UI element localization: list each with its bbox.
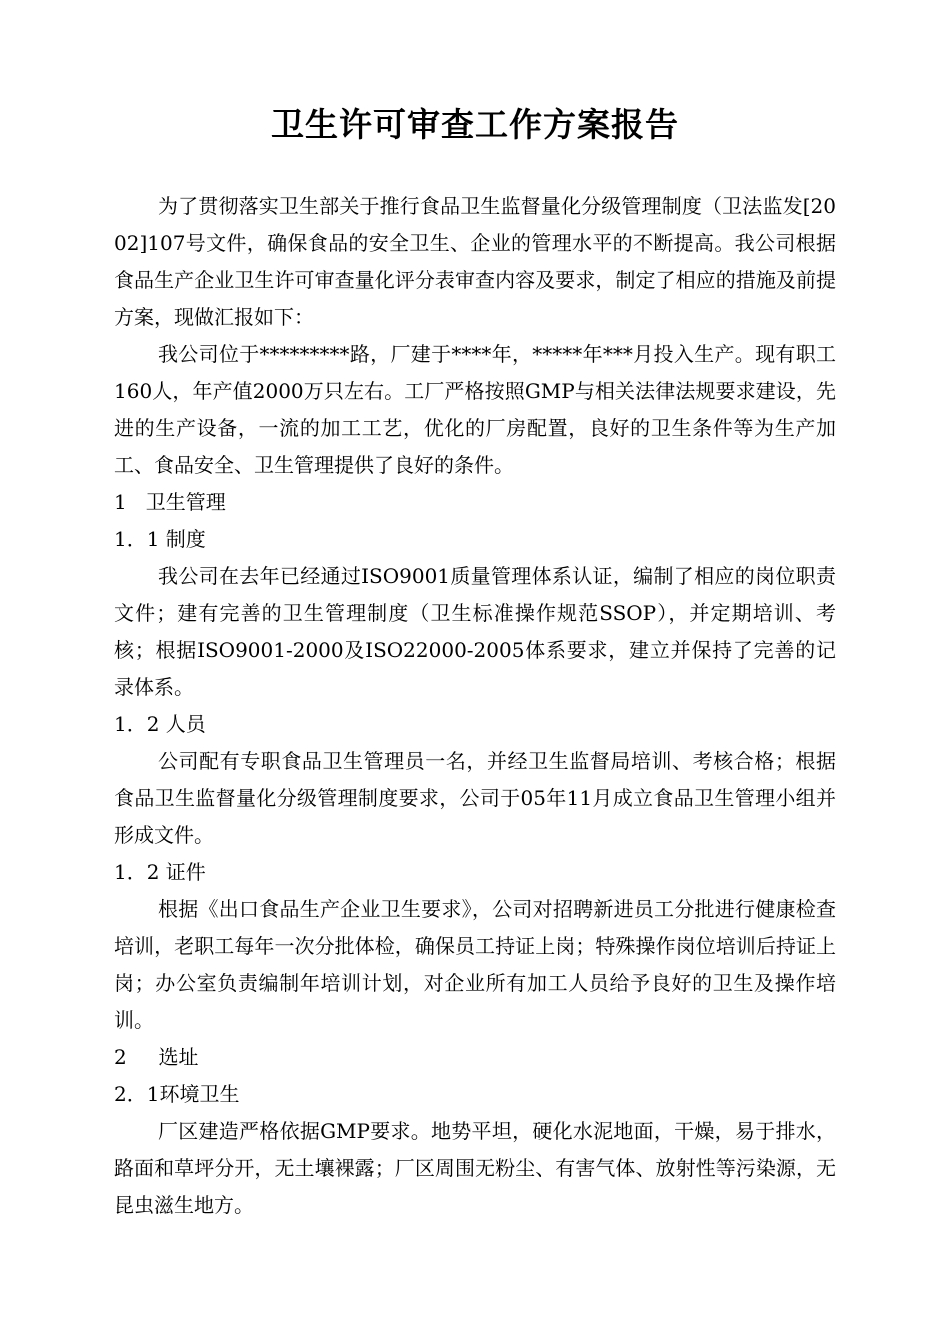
paragraph-intro: 为了贯彻落实卫生部关于推行食品卫生监督量化分级管理制度（卫法监发[2002]107号文件，确保食品的安全卫生、企业的管理水平的不断提高。我公司根据食品生产企业卫生许可审查量化评分表审查内容及要求，制定了相应的措施及前提方案，现做汇报如下： (114, 194, 836, 329)
paragraph-certificates: 根据《出口食品生产企业卫生要求》，公司对招聘新进员工分批进行健康检查培训，老职工每年一次分批体检，确保员工持证上岗；特殊操作岗位培训后持证上岗；办公室负责编制年培训计划，对企业所有加工人员给予良好的卫生及操作培训。 (114, 897, 836, 1032)
subsection-heading-certificates: 1．2 证件 (114, 860, 206, 884)
document-body (114, 188, 836, 1224)
section-heading-site-selection: 2 选址 (114, 1045, 199, 1069)
paragraph-personnel: 公司配有专职食品卫生管理员一名，并经卫生监督局培训、考核合格；根据食品卫生监督量化分级管理制度要求，公司于05年11月成立食品卫生管理小组并形成文件。 (114, 749, 836, 847)
paragraph-environment: 厂区建造严格依据GMP要求。地势平坦，硬化水泥地面，干燥，易于排水，路面和草坪分开，无土壤裸露；厂区周围无粉尘、有害气体、放射性等污染源，无昆虫滋生地方。 (114, 1119, 836, 1217)
document-title: 卫生许可审查工作方案报告 (271, 105, 679, 144)
paragraph-system: 我公司在去年已经通过ISO9001质量管理体系认证，编制了相应的岗位职责文件；建有完善的卫生管理制度（卫生标准操作规范SSOP），并定期培训、考核；根据ISO9001-2000及ISO22000-2005体系要求，建立并保持了完善的记录体系。 (114, 564, 836, 699)
paragraph-company-overview: 我公司位于*********路，厂建于****年，*****年***月投入生产。现有职工160人，年产值2000万只左右。工厂严格按照GMP与相关法律法规要求建设，先进的生产设备，一流的加工工艺，优化的厂房配置，良好的卫生条件等为生产加工、食品安全、卫生管理提供了良好的条件。 (114, 342, 836, 477)
subsection-heading-system: 1．1 制度 (114, 527, 206, 551)
subsection-heading-personnel: 1．2 人员 (114, 712, 206, 736)
subsection-heading-environment: 2．1环境卫生 (114, 1082, 240, 1106)
section-heading-hygiene-management: 1 卫生管理 (114, 490, 226, 514)
